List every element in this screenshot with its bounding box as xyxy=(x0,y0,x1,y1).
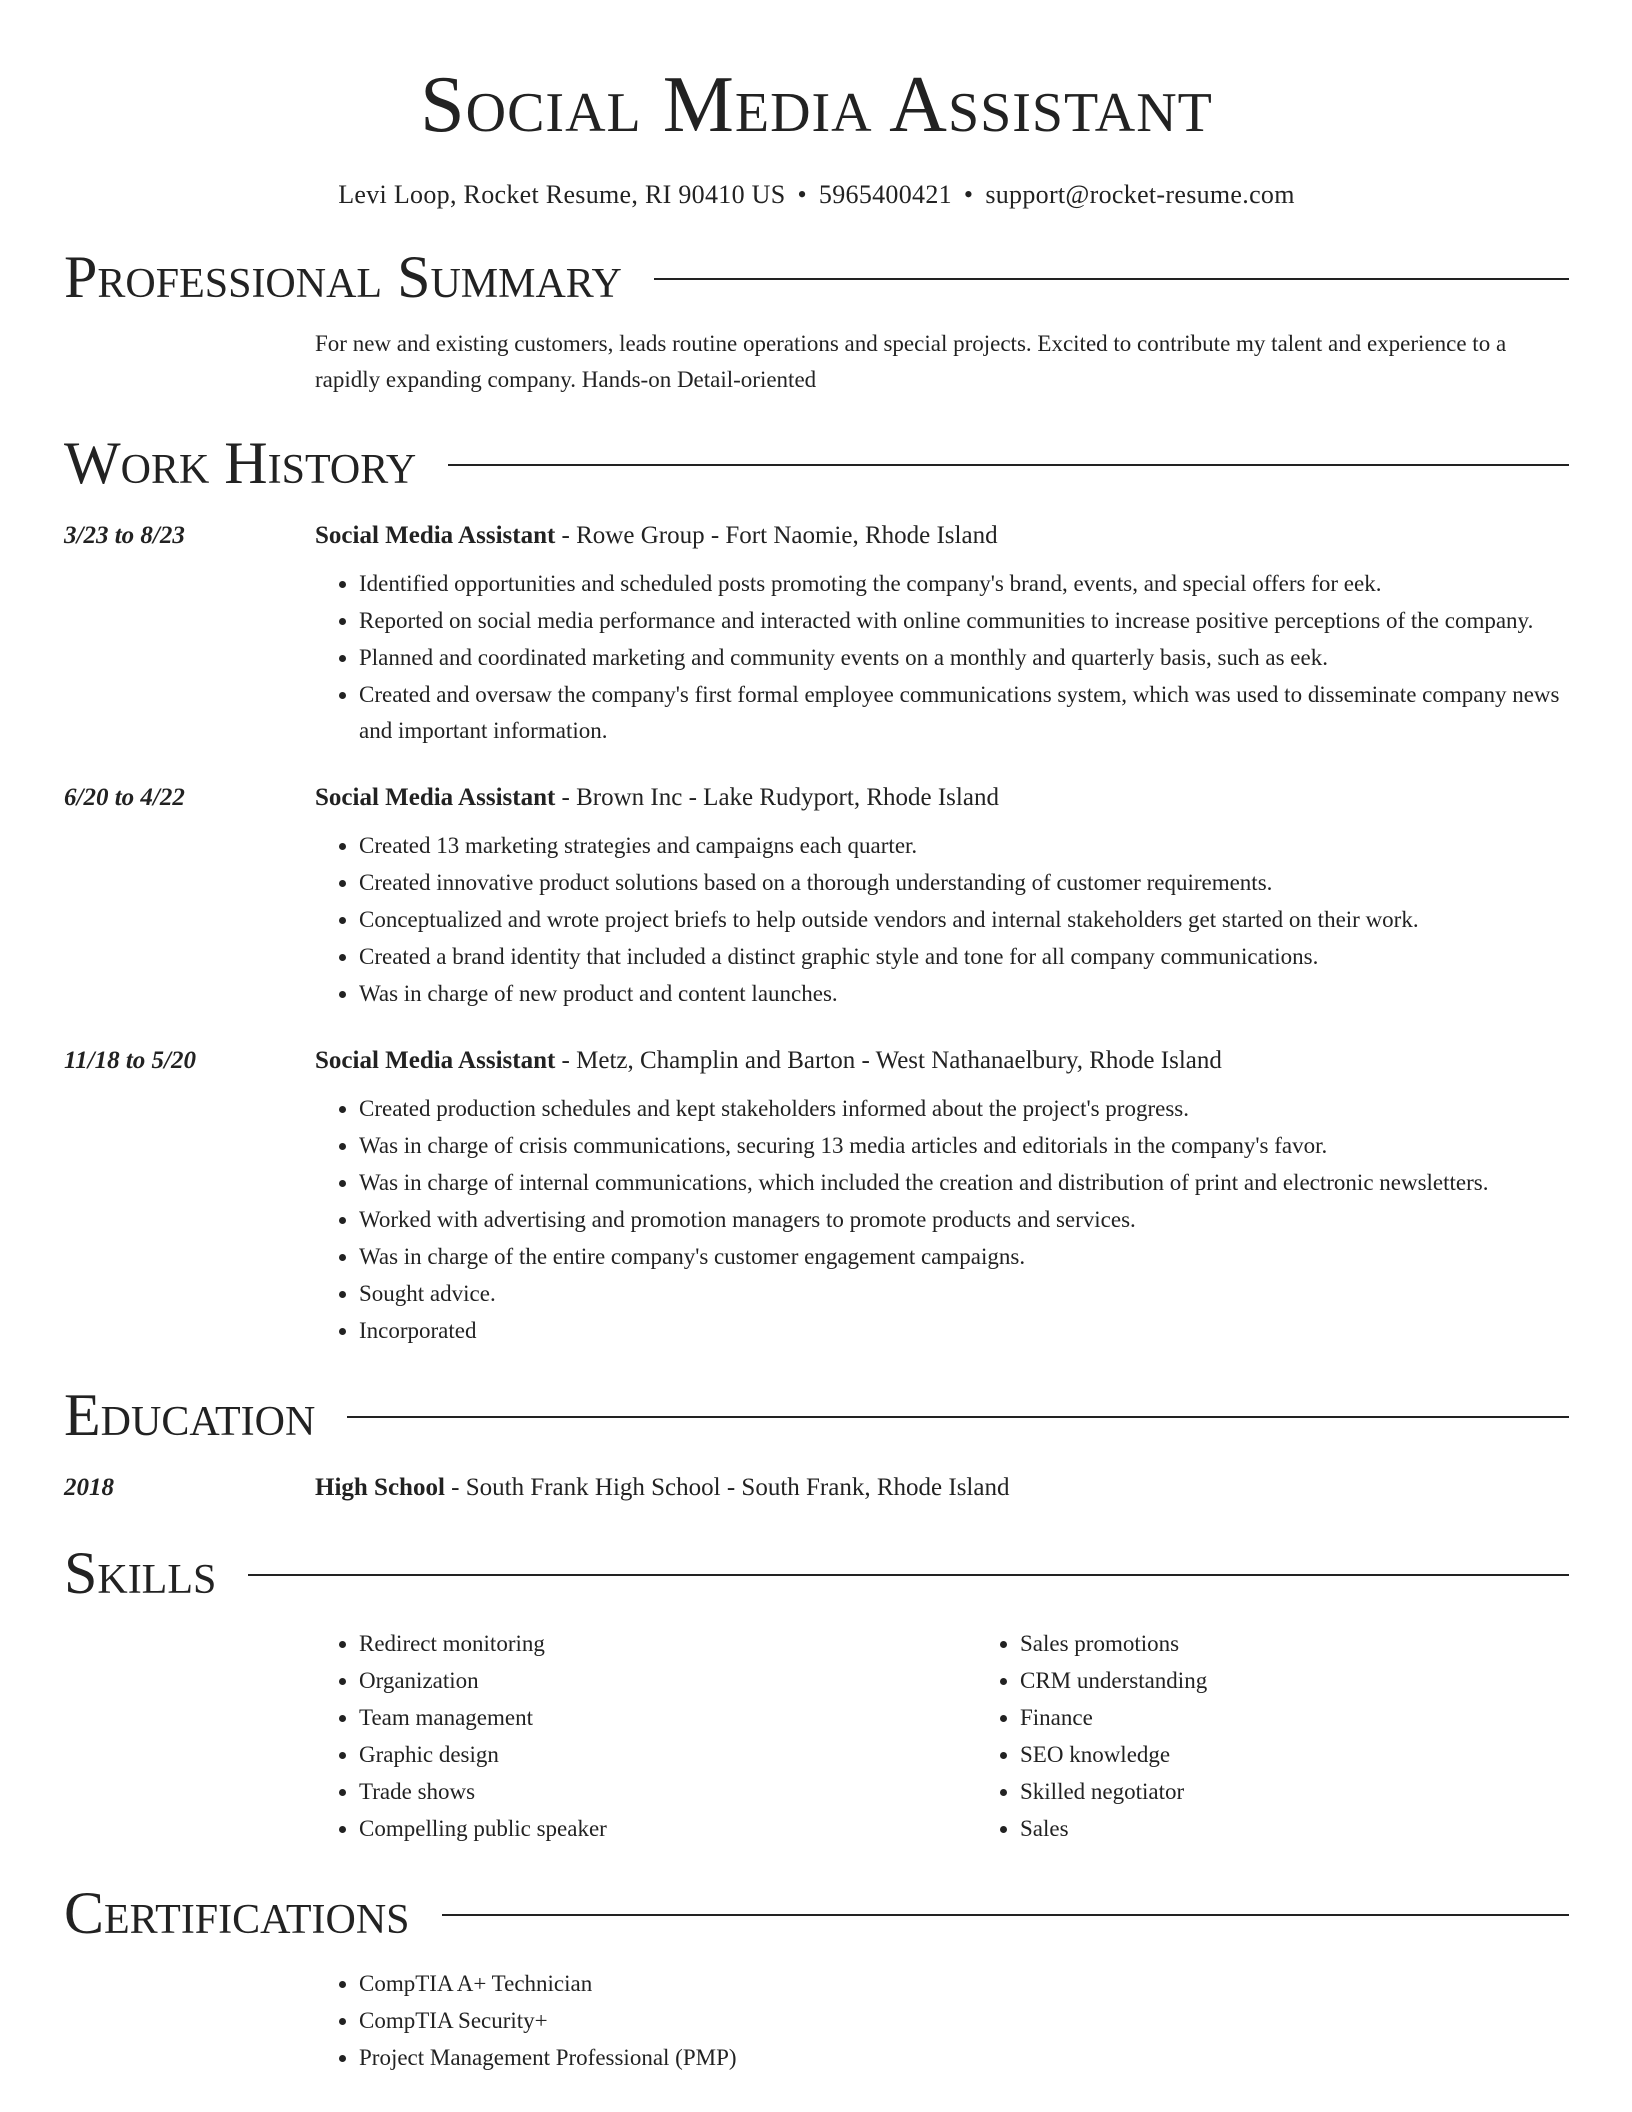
job-details: - Metz, Champlin and Barton - West Nathanaelbury, Rhode Island xyxy=(555,1047,1222,1074)
skill-item: • Trade shows xyxy=(359,1774,976,1810)
section-heading-summary: Professional Summary xyxy=(64,244,622,310)
section-divider xyxy=(347,1416,1569,1418)
certification-item: • Project Management Professional (PMP) xyxy=(359,2040,1569,2076)
job-title: Social Media Assistant xyxy=(315,784,556,811)
job-title: Social Media Assistant xyxy=(315,522,556,549)
section-heading-skills: Skills xyxy=(64,1540,217,1606)
education-year: 2018 xyxy=(64,1474,114,1501)
skill-item: • Compelling public speaker xyxy=(359,1811,976,1847)
skill-item: • Skilled negotiator xyxy=(1020,1774,1207,1810)
section-divider xyxy=(654,278,1569,280)
certifications-section-header xyxy=(64,1878,1569,1948)
skills-section-header xyxy=(64,1538,1569,1608)
job-bullet: • Conceptualized and wrote project briefs to help outside vendors and internal stakeholders get started on their work. xyxy=(359,902,1569,938)
work-section-header xyxy=(64,428,1569,498)
job-bullet: • Sought advice. xyxy=(359,1276,1569,1312)
job-details: - Rowe Group - Fort Naomie, Rhode Island xyxy=(555,522,998,549)
skill-item: • Organization xyxy=(359,1663,976,1699)
contact-separator: • xyxy=(797,180,807,209)
job-bullets xyxy=(315,1091,1569,1349)
section-divider xyxy=(448,464,1569,466)
job-bullets xyxy=(315,566,1569,749)
skills-list-left xyxy=(315,1626,976,1848)
education-entry xyxy=(64,1468,1569,1508)
skill-item: • Sales xyxy=(1020,1811,1207,1847)
section-heading-certifications: Certifications xyxy=(64,1880,410,1946)
job-bullet: • Created innovative product solutions based on a thorough understanding of customer requirements. xyxy=(359,865,1569,901)
job-dates: 6/20 to 4/22 xyxy=(64,784,185,811)
job-title-line xyxy=(315,778,1569,818)
skill-item: • Sales promotions xyxy=(1020,1626,1207,1662)
contact-phone: 5965400421 xyxy=(818,180,952,209)
skills-list-right xyxy=(976,1626,1207,1848)
certification-item: • CompTIA Security+ xyxy=(359,2003,1569,2039)
job-bullet: • Created and oversaw the company's first formal employee communications system, which was used to disseminate company news and important information. xyxy=(359,677,1569,749)
job-dates: 3/23 to 8/23 xyxy=(64,522,185,549)
section-divider xyxy=(248,1574,1569,1576)
section-divider xyxy=(442,1914,1569,1916)
job-bullet: • Was in charge of internal communications, which included the creation and distribution of print and electronic newsletters. xyxy=(359,1165,1569,1201)
job-entry xyxy=(64,778,1569,1013)
education-section-header xyxy=(64,1380,1569,1450)
education-line xyxy=(315,1468,1569,1508)
job-bullet: • Was in charge of crisis communications, securing 13 media articles and editorials in the company's favor. xyxy=(359,1128,1569,1164)
contact-address: Levi Loop, Rocket Resume, RI 90410 US xyxy=(338,180,786,209)
education-details: - South Frank High School - South Frank, Rhode Island xyxy=(444,1474,1010,1501)
education-degree: High School xyxy=(315,1474,445,1501)
section-heading-work: Work History xyxy=(64,430,417,496)
contact-separator: • xyxy=(963,180,974,209)
contact-line xyxy=(64,178,1569,212)
resume-page xyxy=(64,0,1569,2077)
skill-item: • Team management xyxy=(359,1700,976,1736)
summary-section-header xyxy=(64,242,1569,312)
job-bullets xyxy=(315,828,1569,1012)
skill-item: • CRM understanding xyxy=(1020,1663,1207,1699)
job-entry xyxy=(64,1041,1569,1350)
job-bullet: • Was in charge of new product and content launches. xyxy=(359,976,1569,1012)
skill-item: • Graphic design xyxy=(359,1737,976,1773)
skill-item: • Redirect monitoring xyxy=(359,1626,976,1662)
job-bullet: • Worked with advertising and promotion managers to promote products and services. xyxy=(359,1202,1569,1238)
certifications-list xyxy=(315,1966,1569,2076)
job-bullet: • Planned and coordinated marketing and community events on a monthly and quarterly basis, such as eek. xyxy=(359,640,1569,676)
job-bullet: • Created production schedules and kept stakeholders informed about the project's progress. xyxy=(359,1091,1569,1127)
job-dates: 11/18 to 5/20 xyxy=(64,1047,196,1074)
job-bullet: • Was in charge of the entire company's customer engagement campaigns. xyxy=(359,1239,1569,1275)
job-bullet: • Created 13 marketing strategies and campaigns each quarter. xyxy=(359,828,1569,864)
job-bullet: • Reported on social media performance and interacted with online communities to increase positive perceptions of the company. xyxy=(359,603,1569,639)
summary-text: For new and existing customers, leads routine operations and special projects. Excited to contribute my talent and experience to a rapidly expanding company. Hands-on Detail-oriented xyxy=(315,331,1507,392)
job-entry xyxy=(64,516,1569,750)
resume-name: Social Media Assistant xyxy=(420,61,1213,149)
job-title-line xyxy=(315,1041,1569,1081)
job-details: - Brown Inc - Lake Rudyport, Rhode Island xyxy=(555,784,999,811)
skill-item: • Finance xyxy=(1020,1700,1207,1736)
job-bullet: • Identified opportunities and scheduled posts promoting the company's brand, events, and special offers for eek. xyxy=(359,566,1569,602)
skills-columns xyxy=(315,1626,1569,1848)
contact-email: support@rocket-resume.com xyxy=(985,180,1295,209)
job-title-line xyxy=(315,516,1569,556)
job-bullet: • Created a brand identity that included a distinct graphic style and tone for all company communications. xyxy=(359,939,1569,975)
skill-item: • SEO knowledge xyxy=(1020,1737,1207,1773)
section-heading-education: Education xyxy=(64,1382,316,1448)
certification-item: • CompTIA A+ Technician xyxy=(359,1966,1569,2002)
job-bullet: • Incorporated xyxy=(359,1313,1569,1349)
job-title: Social Media Assistant xyxy=(315,1047,556,1074)
certification-bullets xyxy=(315,1966,1569,2076)
